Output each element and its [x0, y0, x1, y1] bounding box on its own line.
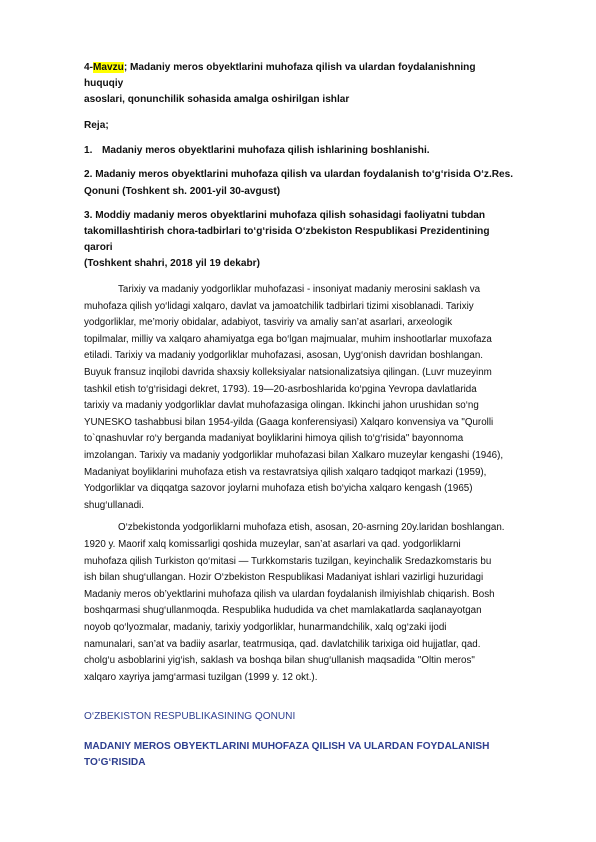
topic-highlight: Mavzu [92, 62, 124, 73]
paragraph-1-line: tashkil etish to‘g‘risidagi dekret, 1793). 19—20-asrboshlarida ko‘pgina Yevropa davlatlarida [84, 383, 477, 395]
paragraph-2-line: 1920 y. Maorif xalq komissarligi qoshida muzeylar, san’at asarlari va qad. yodgorliklarni [84, 538, 461, 550]
paragraph-1-line: Tarixiy va madaniy yodgorliklar muhofazasi - insoniyat madaniy merosini saklash va [118, 284, 481, 296]
paragraph-1-line: Yodgorliklar va diqqatga sazovor joylarni muhofaza etish bo‘yicha xalqaro kengash (1965) [84, 483, 473, 495]
paragraph-2-line: Madaniy meros ob’yektlarini muhofaza qilish va ulardan foydalanish ilmiyishlab chiqarish. Bosh [84, 588, 495, 600]
paragraph-2 [84, 520, 516, 686]
document-page [84, 60, 516, 692]
law-title-line2: TO‘G‘RISIDA [84, 757, 146, 768]
paragraph-1-line: Buyuk fransuz inqilobi davrida shaxsiy kolleksiyalar natsionalizatsiya qilingan. (Luvr muzeyinm [84, 367, 492, 378]
paragraph-2-line: boshqarmasi shug‘ullanmoqda. Respublika hududida va chet mamlakatlarda saqlanayotgan [84, 605, 482, 617]
paragraph-1-line: topilmalar, milliy va xalqaro ahamiyatga ega bo‘lgan majmualar, muhim inshootlarlar muxofaza [84, 333, 492, 345]
law-title-line1: MADANIY MEROS OBYEKTLARINI MUHOFAZA QILISH VA ULARDAN FOYDALANISH [84, 741, 490, 752]
plan-item-3-line3: (Toshkent shahri, 2018 yil 19 dekabr) [84, 257, 260, 269]
paragraph-1-line: imzolangan. Tarixiy va madaniy yodgorliklar muhofazasi bilan Xalkaro muzeylar kengashi (1946), [84, 449, 504, 461]
plan-item-3-line1: 3. Moddiy madaniy meros obyektlarini muhofaza qilish sohasidagi faoliyatni tubdan [84, 209, 486, 221]
paragraph-2-line: muhofaza qilish Turkiston qo‘mitasi — Turkkomstaris tuzilgan, keyinchalik Sredazkomstaris bu [84, 555, 492, 567]
plan-item-2-line1: 2. Madaniy meros obyektlarini muhofaza qilish va ulardan foydalanish to‘g‘risida O‘z.Res. [84, 169, 514, 181]
paragraph-2-line: O‘zbekistonda yodgorliklarni muhofaza etish, asosan, 20-asrning 20y.laridan boshlangan. [118, 522, 505, 534]
plan-item-1-text: Madaniy meros obyektlarini muhofaza qilish ishlarining boshlanishi. [102, 145, 430, 157]
paragraph-2-line: xalqaro xayriya jamg‘armasi tuzilgan (1999 y. 12 okt.). [84, 671, 318, 683]
paragraph-1-line: etiladi. Tarixiy va madaniy yodgorliklar muhofazasi, asosan, Uyg‘onish davridan boshlangan. [84, 350, 483, 362]
paragraph-1-line: to`qnashuvlar ro‘y berganda madaniyat boyliklarini himoya qilish to‘g‘risida" bayonnoma [84, 433, 464, 445]
paragraph-1-line: shug‘ullanadi. [84, 499, 144, 511]
plan-item-1 [84, 143, 516, 159]
paragraph-1-line: muhofaza qilish yo‘lidagi xalqaro, davlat va jamoatchilik tadbirlari tizimi xisoblanadi. Tarixiy [84, 300, 474, 312]
paragraph-1 [84, 282, 516, 514]
law-title [84, 739, 516, 771]
topic-prefix: 4- [84, 62, 93, 73]
plan-label: Reja; [84, 120, 109, 132]
paragraph-2-line: cholg‘u asboblarini yig‘ish, saklash va boshqa bilan shug‘ullanish maqsadida "Oltin meros" [84, 655, 475, 667]
plan-item-2-line2: Qonuni (Toshkent sh. 2001-yil 30-avgust) [84, 185, 281, 197]
paragraph-1-line: yodgorliklar, me’moriy obidalar, adabiyot, tasviriy va amaliy san’at asarlari, arxeologik [84, 317, 453, 329]
paragraph-2-line: ish bilan shug‘ullangan. Hozir O‘zbekiston Respublikasi Madaniyat ishlari vazirligi huzuridagi [84, 572, 484, 584]
plan-item-3 [84, 208, 516, 272]
plan-item-3-line2: takomillashtirish chora-tadbirlari to‘g‘risida O‘zbekiston Respublikasi Prezidentining qarori [84, 225, 490, 253]
topic-title-line2: asoslari, qonunchilik sohasida amalga oshirilgan ishlar [84, 94, 350, 106]
paragraph-1-line: YUNESKO tashabbusi bilan 1954-yilda (Gaaga konferensiyasi) Xalqaro konvensiya va "Qurolli [84, 416, 494, 428]
plan-item-1-number: 1. [84, 145, 93, 157]
law-heading: O‘ZBEKISTON RESPUBLIKASINING QONUNI [84, 711, 296, 722]
topic-title [84, 60, 516, 108]
paragraph-2-line: noyob qo‘lyozmalar, madaniy, tarixiy yodgorliklar, hunarmandchilik, xalq og‘zaki ijodi [84, 621, 447, 633]
topic-title-line1: ; Madaniy meros obyektlarini muhofaza qilish va ulardan foydalanishning huquqiy [84, 62, 476, 90]
plan-item-2 [84, 167, 516, 199]
paragraph-1-line: Madaniyat boyliklarini muhofaza etish va restavratsiya qilish xalqaro tadqiqot markazi (1959), [84, 466, 487, 478]
paragraph-1-line: tarixiy va madaniy yodgorliklar davlat muhofazasiga olingan. Ikkinchi jahon urushidan so‘ng [84, 400, 479, 412]
paragraph-2-line: namunalari, san’at va badiiy asarlar, teatrmusiqa, qad. davlatchilik tarixiga oid hujjatlar, qad. [84, 638, 481, 650]
